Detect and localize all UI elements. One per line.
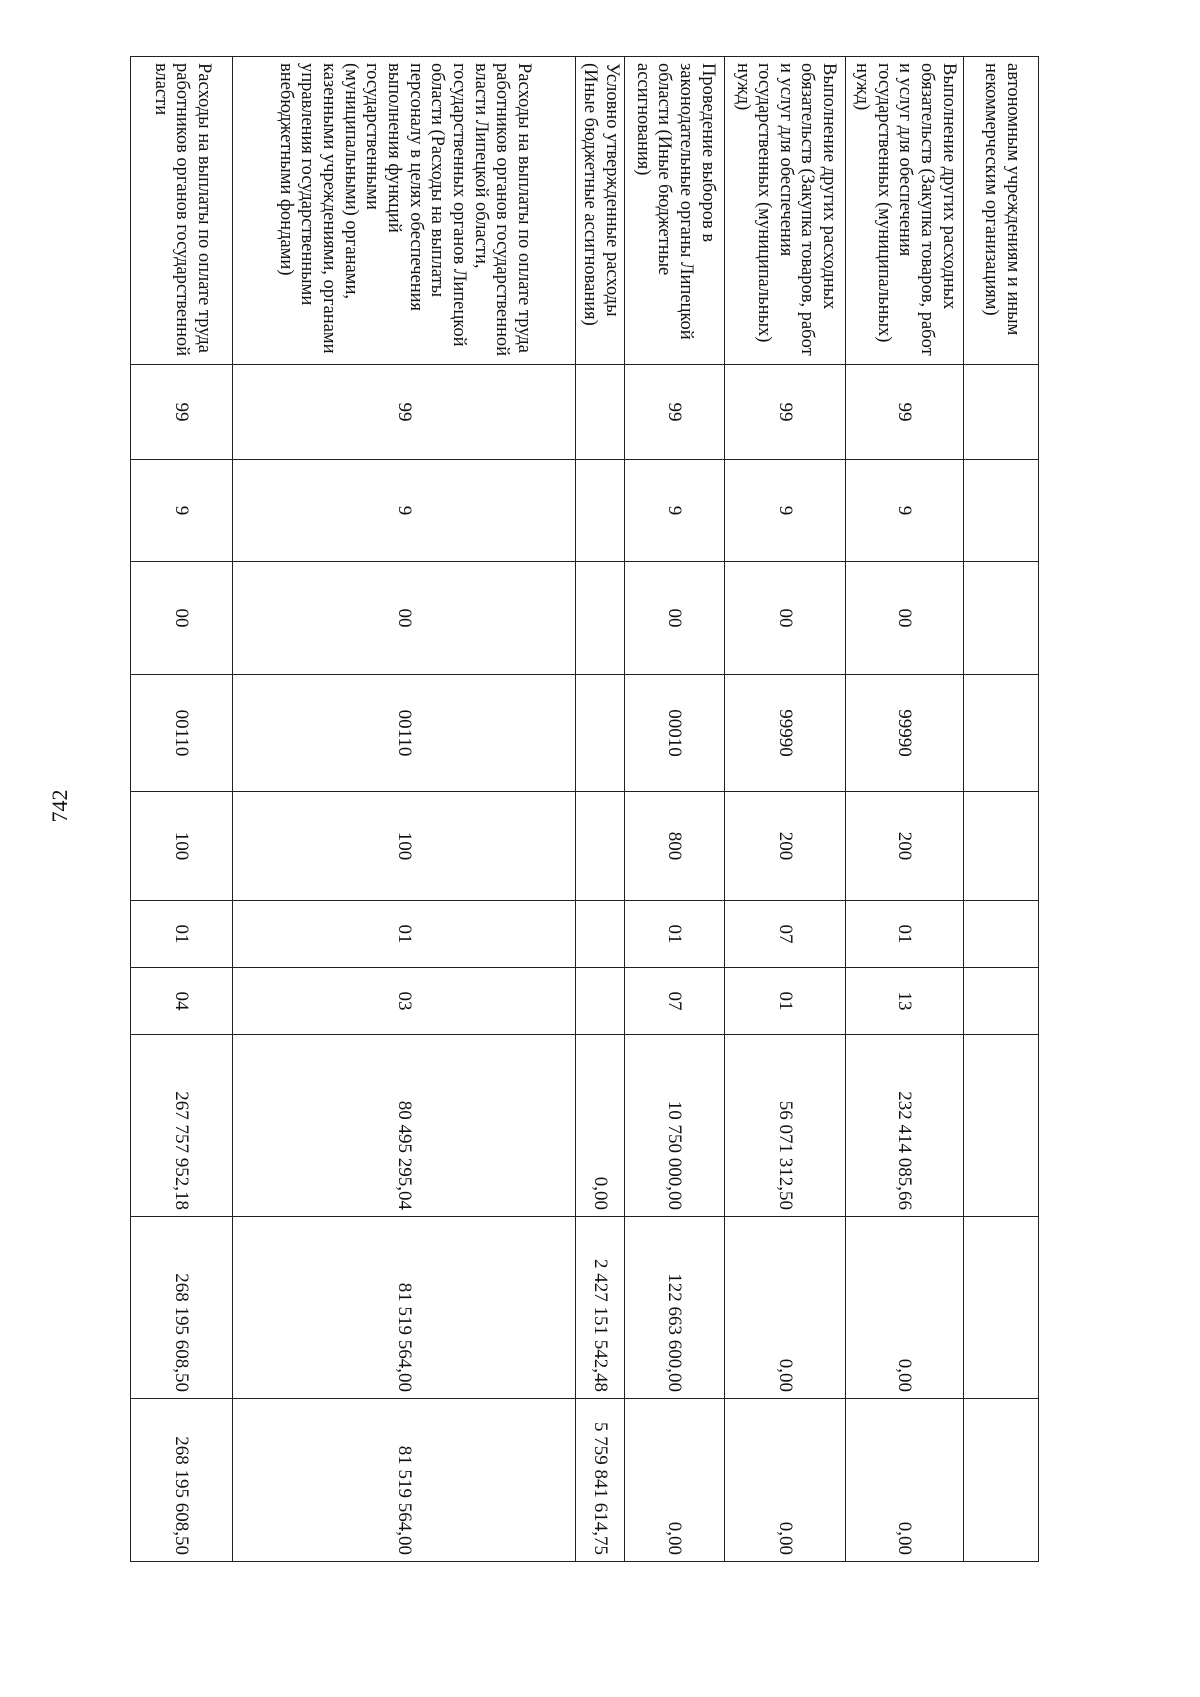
section-code: 01 <box>625 901 725 968</box>
amount-year-3: 268 195 608,50 <box>131 1399 233 1562</box>
section-code <box>576 901 625 968</box>
main-event-code: 00 <box>846 562 964 675</box>
expense-type-code <box>576 792 625 901</box>
section-code: 01 <box>131 901 233 968</box>
main-event-code: 00 <box>131 562 233 675</box>
direction-code: 99990 <box>725 675 846 792</box>
direction-code: 00110 <box>131 675 233 792</box>
subprogram-code: 9 <box>233 460 576 562</box>
subprogram-code <box>964 460 1039 562</box>
program-code: 99 <box>725 365 846 460</box>
amount-year-1 <box>964 1035 1039 1217</box>
subsection-code: 03 <box>233 968 576 1035</box>
direction-code: 00110 <box>233 675 576 792</box>
program-code: 99 <box>233 365 576 460</box>
row-name: Проведение выборов в законодательные органы Липецкой области (Иные бюджетные ассигнования) <box>625 57 725 365</box>
subsection-code <box>964 968 1039 1035</box>
amount-year-1: 80 495 295,04 <box>233 1035 576 1217</box>
main-event-code: 00 <box>233 562 576 675</box>
amount-year-3 <box>964 1399 1039 1562</box>
main-event-code <box>964 562 1039 675</box>
row-name: Выполнение других расходных обязательств (Закупка товаров, работ и услуг для обеспечения государственных (муниципальных) нужд) <box>846 57 964 365</box>
subprogram-code: 9 <box>725 460 846 562</box>
amount-year-2: 81 519 564,00 <box>233 1217 576 1399</box>
section-code: 07 <box>725 901 846 968</box>
expense-type-code: 200 <box>725 792 846 901</box>
table-row <box>964 57 1039 1562</box>
amount-year-1: 232 414 085,66 <box>846 1035 964 1217</box>
program-code: 99 <box>846 365 964 460</box>
section-code: 01 <box>233 901 576 968</box>
section-code: 01 <box>846 901 964 968</box>
subprogram-code <box>576 460 625 562</box>
subprogram-code: 9 <box>625 460 725 562</box>
subsection-code: 01 <box>725 968 846 1035</box>
direction-code: 00010 <box>625 675 725 792</box>
direction-code <box>964 675 1039 792</box>
main-event-code: 00 <box>725 562 846 675</box>
amount-year-3: 81 519 564,00 <box>233 1399 576 1562</box>
amount-year-3: 5 759 841 614,75 <box>576 1399 625 1562</box>
subprogram-code: 9 <box>131 460 233 562</box>
amount-year-1: 10 750 000,00 <box>625 1035 725 1217</box>
amount-year-3: 0,00 <box>625 1399 725 1562</box>
amount-year-2: 268 195 608,50 <box>131 1217 233 1399</box>
expense-type-code: 800 <box>625 792 725 901</box>
amount-year-3: 0,00 <box>846 1399 964 1562</box>
expense-type-code: 100 <box>131 792 233 901</box>
program-code: 99 <box>131 365 233 460</box>
amount-year-2: 0,00 <box>725 1217 846 1399</box>
row-name: Расходы на выплаты по оплате труда работников органов государственной власти Липецкой области, государственных органов Липецкой области (Расходы на выплаты персоналу в целях обеспечения выполнения функций государственными (муниципальными) органами, казенными учреждениями, органами управления государственными внебюджетными фондами) <box>233 57 576 365</box>
expense-type-code <box>964 792 1039 901</box>
table-row <box>846 57 964 1562</box>
row-name: Условно утвержденные расходы (Иные бюджетные ассигнования) <box>576 57 625 365</box>
program-code <box>576 365 625 460</box>
amount-year-2 <box>964 1217 1039 1399</box>
table-row <box>725 57 846 1562</box>
table-row <box>625 57 725 1562</box>
subsection-code: 13 <box>846 968 964 1035</box>
table-row <box>131 57 233 1562</box>
amount-year-1: 0,00 <box>576 1035 625 1217</box>
expense-type-code: 100 <box>233 792 576 901</box>
subprogram-code: 9 <box>846 460 964 562</box>
subsection-code: 07 <box>625 968 725 1035</box>
amount-year-1: 56 071 312,50 <box>725 1035 846 1217</box>
budget-table-container <box>131 56 1039 1561</box>
amount-year-3: 0,00 <box>725 1399 846 1562</box>
row-name: Выполнение других расходных обязательств (Закупка товаров, работ и услуг для обеспечения государственных (муниципальных) нужд) <box>725 57 846 365</box>
section-code <box>964 901 1039 968</box>
row-name: Расходы на выплаты по оплате труда работников органов государственной власти <box>131 57 233 365</box>
table-row <box>576 57 625 1562</box>
table-row <box>233 57 576 1562</box>
subsection-code <box>576 968 625 1035</box>
program-code <box>964 365 1039 460</box>
amount-year-2: 2 427 151 542,48 <box>576 1217 625 1399</box>
amount-year-2: 0,00 <box>846 1217 964 1399</box>
row-name: автономным учреждениям и иным некоммерческим организациям) <box>964 57 1039 365</box>
main-event-code <box>576 562 625 675</box>
program-code: 99 <box>625 365 725 460</box>
main-event-code: 00 <box>625 562 725 675</box>
amount-year-2: 122 663 600,00 <box>625 1217 725 1399</box>
subsection-code: 04 <box>131 968 233 1035</box>
amount-year-1: 267 757 952,18 <box>131 1035 233 1217</box>
expense-type-code: 200 <box>846 792 964 901</box>
page-number: 742 <box>47 789 72 823</box>
direction-code: 99990 <box>846 675 964 792</box>
budget-table <box>130 56 1039 1562</box>
direction-code <box>576 675 625 792</box>
